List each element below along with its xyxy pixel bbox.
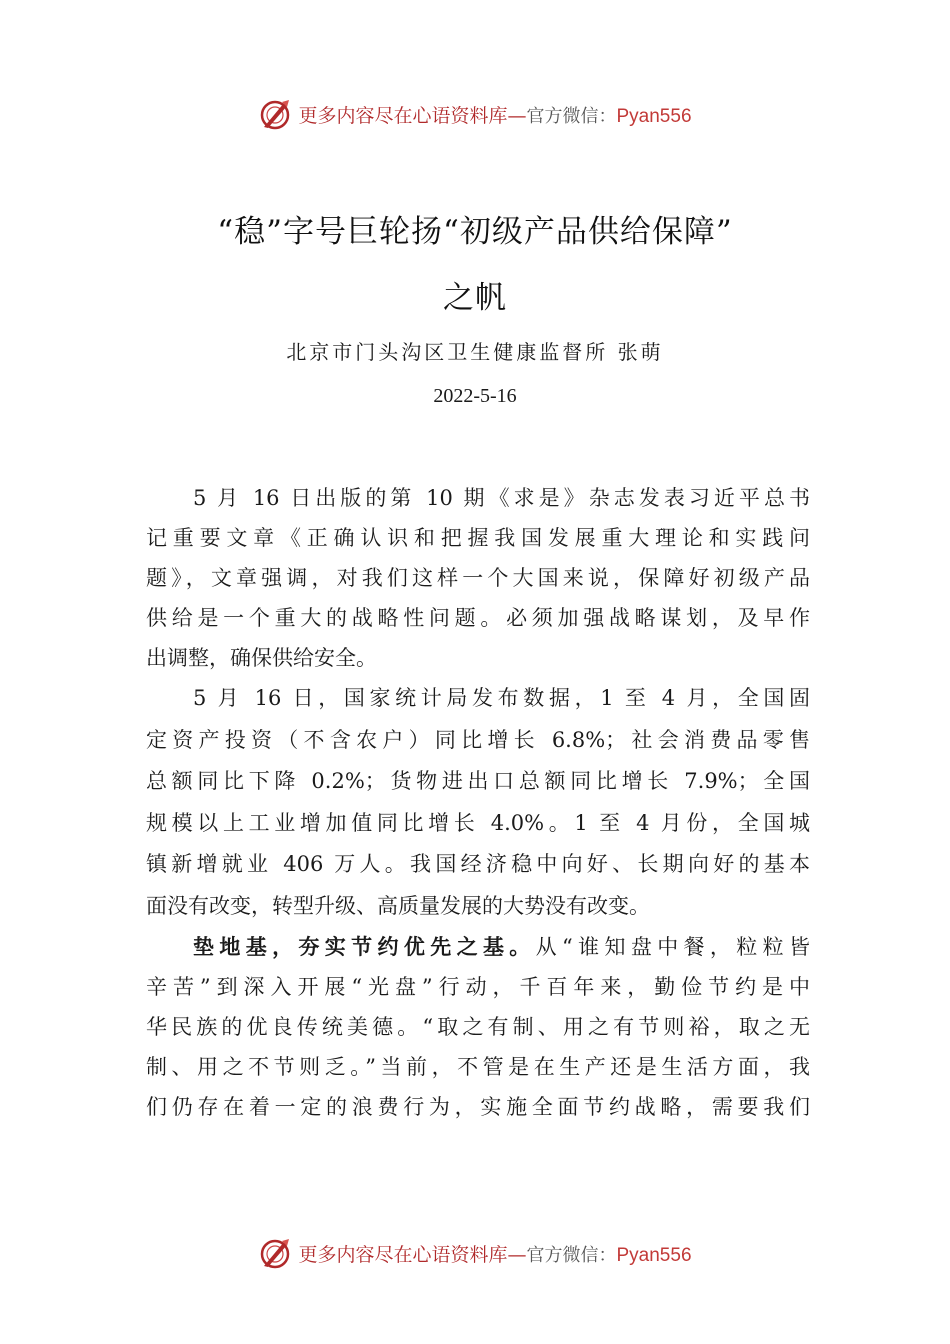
document-author: 北京市门头沟区卫生健康监督所 张萌: [286, 340, 664, 364]
footer-banner: [0, 1233, 950, 1273]
paragraph-line: 题》，文章强调，对我们这样一个大国来说，保障好初级产品: [146, 566, 810, 590]
paragraph-text: 从“谁知盘中餐，粒粒皆: [535, 935, 810, 959]
paragraph-line: 5 月 16 日，国家统计局发布数据，1 至 4 月，全国固: [193, 686, 810, 710]
paragraph-line: 华民族的优良传统美德。“取之有制、用之有节则裕，取之无: [146, 1015, 810, 1039]
document-title-line-2: 之帆: [443, 280, 507, 316]
paragraph-line: [146, 927, 810, 967]
paragraph-line: 出调整，确保供给安全。: [146, 646, 377, 670]
quill-seal-logo-icon: [258, 1236, 292, 1270]
banner-dash: —: [507, 1243, 527, 1266]
paragraph-line: 制、用之不节则乏。”当前，不管是在生产还是生活方面，我: [146, 1055, 810, 1079]
paragraph-line: 5 月 16 日出版的第 10 期《求是》杂志发表习近平总书: [193, 486, 810, 510]
banner-wechat-id: Pyan556: [616, 1244, 692, 1266]
document-title-line-1: “稳”字号巨轮扬“初级产品供给保障”: [217, 214, 733, 250]
paragraph-2: [146, 678, 810, 927]
paragraph-3: [146, 927, 810, 1127]
banner-wechat-id: Pyan556: [616, 105, 692, 127]
paragraph-line: 供给是一个重大的战略性问题。必须加强战略谋划，及早作: [146, 606, 810, 630]
quill-seal-logo-icon: [258, 97, 292, 131]
paragraph-line: 总额同比下降 0.2%；货物进出口总额同比增长 7.9%；全国: [146, 769, 810, 793]
banner-text: [298, 101, 691, 128]
document-date: 2022-5-16: [433, 385, 517, 407]
banner-site-name: 更多内容尽在心语资料库: [298, 104, 508, 127]
banner-text: [298, 1240, 691, 1267]
paragraph-line: 记重要文章《正确认识和把握我国发展重大理论和实践问: [146, 526, 810, 550]
paragraph-1: [146, 478, 810, 678]
banner-dash: —: [507, 104, 527, 127]
paragraph-line: 规模以上工业增加值同比增长 4.0%。1 至 4 月份，全国城: [146, 810, 810, 835]
paragraph-line: 辛苦”到深入开展“光盘”行动，千百年来，勤俭节约是中: [146, 975, 810, 999]
paragraph-line: 面没有改变，转型升级、高质量发展的大势没有改变。: [146, 893, 650, 918]
paragraph-line: 镇新增就业 406 万人。我国经济稳中向好、长期向好的基本: [146, 852, 810, 876]
paragraph-line: 们仍存在着一定的浪费行为，实施全面节约战略，需要我们: [146, 1095, 810, 1119]
paragraph-line: 定资产投资（不含农户）同比增长 6.8%；社会消费品零售: [146, 727, 810, 752]
banner-site-name: 更多内容尽在心语资料库: [298, 1243, 508, 1266]
section-heading-inline: 垫地基，夯实节约优先之基。: [193, 935, 536, 959]
banner-wechat-label: 官方微信：: [526, 1244, 617, 1266]
banner-wechat-label: 官方微信：: [526, 105, 617, 127]
document-body: [146, 478, 810, 1127]
header-banner: [0, 94, 950, 134]
